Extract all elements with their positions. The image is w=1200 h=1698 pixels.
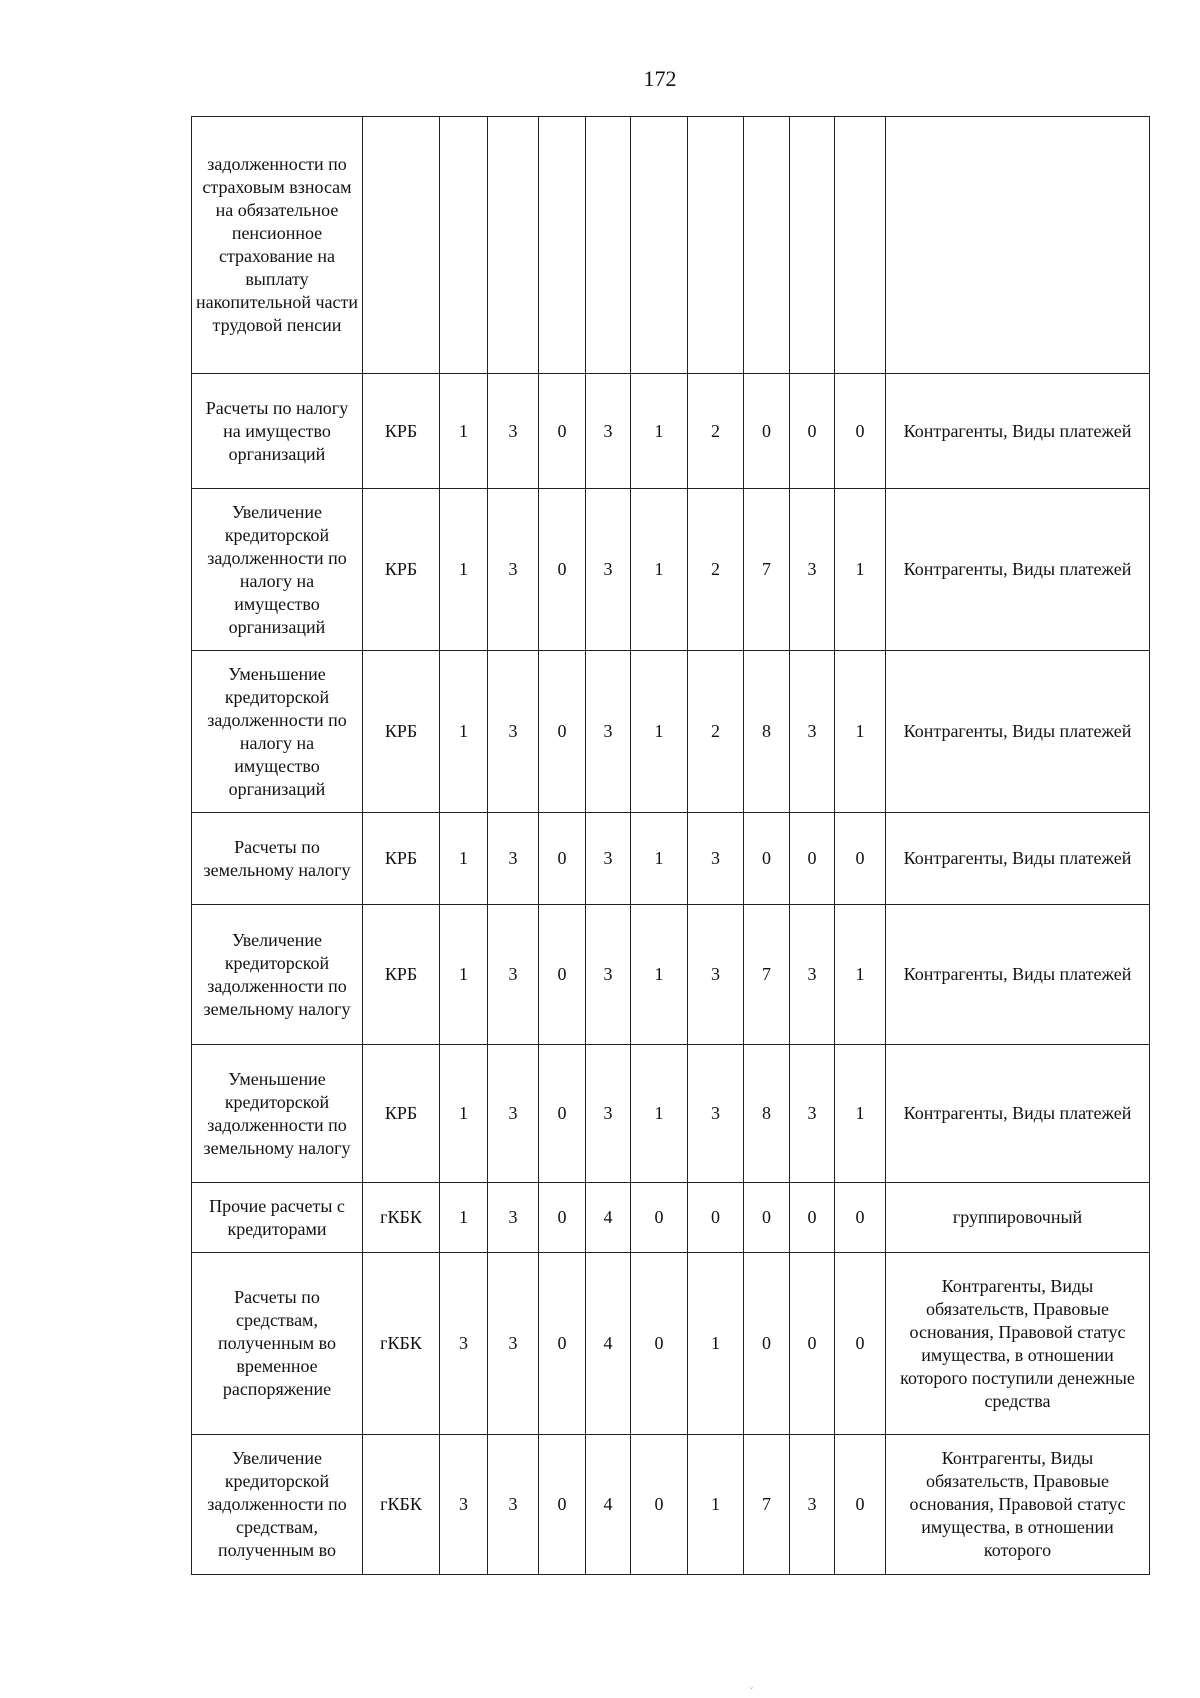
analytics-cell: Контрагенты, Виды платежей	[886, 1045, 1150, 1183]
digit-cell: 8	[744, 651, 790, 813]
digit-cell: 0	[539, 905, 586, 1045]
digit-cell: 1	[631, 905, 688, 1045]
digit-cell: 0	[835, 374, 886, 489]
page-number: 172	[643, 66, 677, 91]
digit-cell: 1	[440, 651, 488, 813]
table-row	[192, 1435, 1150, 1575]
table-row	[192, 374, 1150, 489]
digit-cell: 0	[744, 1183, 790, 1253]
table-row	[192, 905, 1150, 1045]
digit-cell: 0	[539, 813, 586, 905]
code-type-cell: гКБК	[363, 1435, 440, 1575]
table-row	[192, 489, 1150, 651]
table-row	[192, 813, 1150, 905]
digit-cell: 3	[790, 905, 835, 1045]
analytics-cell: Контрагенты, Виды платежей	[886, 651, 1150, 813]
account-name-cell: Уменьшение кредиторской задолженности по налогу на имущество организаций	[192, 651, 363, 813]
account-name-cell: задолженности по страховым взносам на обязательное пенсионное страхование на выплату накопительной части трудовой пенсии	[192, 117, 363, 374]
digit-cell: 2	[688, 651, 744, 813]
code-type-cell: гКБК	[363, 1183, 440, 1253]
digit-cell: 1	[440, 1183, 488, 1253]
account-name-cell: Прочие расчеты с кредиторами	[192, 1183, 363, 1253]
digit-cell: 1	[631, 374, 688, 489]
digit-cell: 0	[539, 374, 586, 489]
digit-cell: 0	[835, 813, 886, 905]
digit-cell: 0	[631, 1183, 688, 1253]
account-name-cell: Расчеты по средствам, полученным во временное распоряжение	[192, 1253, 363, 1435]
digit-cell: 7	[744, 905, 790, 1045]
code-type-cell: КРБ	[363, 374, 440, 489]
digit-cell: 3	[790, 1435, 835, 1575]
analytics-cell	[886, 117, 1150, 374]
digit-cell: 0	[539, 1253, 586, 1435]
digit-cell: 3	[790, 1045, 835, 1183]
account-name-cell: Увеличение кредиторской задолженности по средствам, полученным во	[192, 1435, 363, 1575]
table-row	[192, 1183, 1150, 1253]
digit-cell: 3	[440, 1253, 488, 1435]
digit-cell: 0	[835, 1435, 886, 1575]
digit-cell: 1	[440, 374, 488, 489]
digit-cell: 3	[586, 651, 631, 813]
digit-cell: 3	[488, 651, 539, 813]
digit-cell: 4	[586, 1435, 631, 1575]
digit-cell: 3	[586, 374, 631, 489]
digit-cell: 0	[539, 489, 586, 651]
digit-cell: 0	[744, 1253, 790, 1435]
digit-cell: 3	[688, 905, 744, 1045]
analytics-cell: Контрагенты, Виды обязательств, Правовые основания, Правовой статус имущества, в отношении которого поступили денежные средства	[886, 1253, 1150, 1435]
digit-cell: 0	[790, 1183, 835, 1253]
digit-cell: 3	[488, 1435, 539, 1575]
account-name-cell: Расчеты по налогу на имущество организаций	[192, 374, 363, 489]
digit-cell: 3	[688, 1045, 744, 1183]
digit-cell: 3	[586, 489, 631, 651]
table-row	[192, 1253, 1150, 1435]
digit-cell: 3	[586, 905, 631, 1045]
digit-cell: 0	[539, 651, 586, 813]
digit-cell: 3	[488, 1045, 539, 1183]
digit-cell: 0	[790, 813, 835, 905]
digit-cell: 3	[488, 374, 539, 489]
digit-cell: 3	[488, 1183, 539, 1253]
digit-cell: 0	[790, 374, 835, 489]
code-type-cell: КРБ	[363, 1045, 440, 1183]
digit-cell: 3	[790, 651, 835, 813]
digit-cell: 0	[631, 1253, 688, 1435]
digit-cell: 3	[440, 1435, 488, 1575]
analytics-cell: Контрагенты, Виды платежей	[886, 374, 1150, 489]
digit-cell: 3	[488, 1253, 539, 1435]
digit-cell: 0	[790, 1253, 835, 1435]
digit-cell: 1	[688, 1435, 744, 1575]
account-name-cell: Увеличение кредиторской задолженности по налогу на имущество организаций	[192, 489, 363, 651]
digit-cell: 1	[631, 651, 688, 813]
digit-cell: 0	[539, 1045, 586, 1183]
code-type-cell: КРБ	[363, 905, 440, 1045]
analytics-cell: Контрагенты, Виды платежей	[886, 813, 1150, 905]
digit-cell: 2	[688, 489, 744, 651]
digit-cell: 0	[631, 1435, 688, 1575]
table-body	[192, 117, 1150, 1575]
table-row	[192, 1045, 1150, 1183]
digit-cell: 1	[688, 1253, 744, 1435]
digit-cell: 3	[488, 905, 539, 1045]
analytics-cell: Контрагенты, Виды платежей	[886, 489, 1150, 651]
digit-cell	[539, 117, 586, 374]
code-type-cell: КРБ	[363, 489, 440, 651]
digit-cell	[688, 117, 744, 374]
accounts-table	[191, 116, 1150, 1575]
digit-cell: 4	[586, 1253, 631, 1435]
analytics-cell: Контрагенты, Виды обязательств, Правовые основания, Правовой статус имущества, в отношении которого	[886, 1435, 1150, 1575]
digit-cell: 0	[835, 1183, 886, 1253]
digit-cell: 1	[631, 1045, 688, 1183]
digit-cell: 7	[744, 1435, 790, 1575]
digit-cell: 1	[631, 489, 688, 651]
digit-cell: 3	[688, 813, 744, 905]
digit-cell: 0	[539, 1183, 586, 1253]
account-name-cell: Расчеты по земельному налогу	[192, 813, 363, 905]
digit-cell: 1	[440, 489, 488, 651]
scan-speck: ˘	[750, 1686, 753, 1696]
table-row	[192, 651, 1150, 813]
digit-cell: 1	[835, 651, 886, 813]
code-type-cell	[363, 117, 440, 374]
digit-cell	[790, 117, 835, 374]
digit-cell: 3	[488, 813, 539, 905]
digit-cell: 8	[744, 1045, 790, 1183]
digit-cell: 1	[835, 905, 886, 1045]
digit-cell: 0	[688, 1183, 744, 1253]
digit-cell: 0	[744, 813, 790, 905]
digit-cell	[744, 117, 790, 374]
account-name-cell: Увеличение кредиторской задолженности по земельному налогу	[192, 905, 363, 1045]
analytics-cell: группировочный	[886, 1183, 1150, 1253]
digit-cell	[631, 117, 688, 374]
digit-cell: 1	[440, 905, 488, 1045]
digit-cell: 1	[835, 489, 886, 651]
code-type-cell: КРБ	[363, 651, 440, 813]
digit-cell	[488, 117, 539, 374]
digit-cell: 1	[835, 1045, 886, 1183]
digit-cell: 3	[586, 1045, 631, 1183]
account-name-cell: Уменьшение кредиторской задолженности по земельному налогу	[192, 1045, 363, 1183]
digit-cell: 7	[744, 489, 790, 651]
digit-cell	[586, 117, 631, 374]
digit-cell: 3	[586, 813, 631, 905]
digit-cell: 1	[440, 1045, 488, 1183]
code-type-cell: КРБ	[363, 813, 440, 905]
table-row	[192, 117, 1150, 374]
digit-cell	[440, 117, 488, 374]
digit-cell: 0	[835, 1253, 886, 1435]
digit-cell: 1	[631, 813, 688, 905]
digit-cell: 4	[586, 1183, 631, 1253]
digit-cell	[835, 117, 886, 374]
code-type-cell: гКБК	[363, 1253, 440, 1435]
digit-cell: 1	[440, 813, 488, 905]
digit-cell: 0	[539, 1435, 586, 1575]
digit-cell: 3	[790, 489, 835, 651]
analytics-cell: Контрагенты, Виды платежей	[886, 905, 1150, 1045]
digit-cell: 3	[488, 489, 539, 651]
digit-cell: 0	[744, 374, 790, 489]
digit-cell: 2	[688, 374, 744, 489]
